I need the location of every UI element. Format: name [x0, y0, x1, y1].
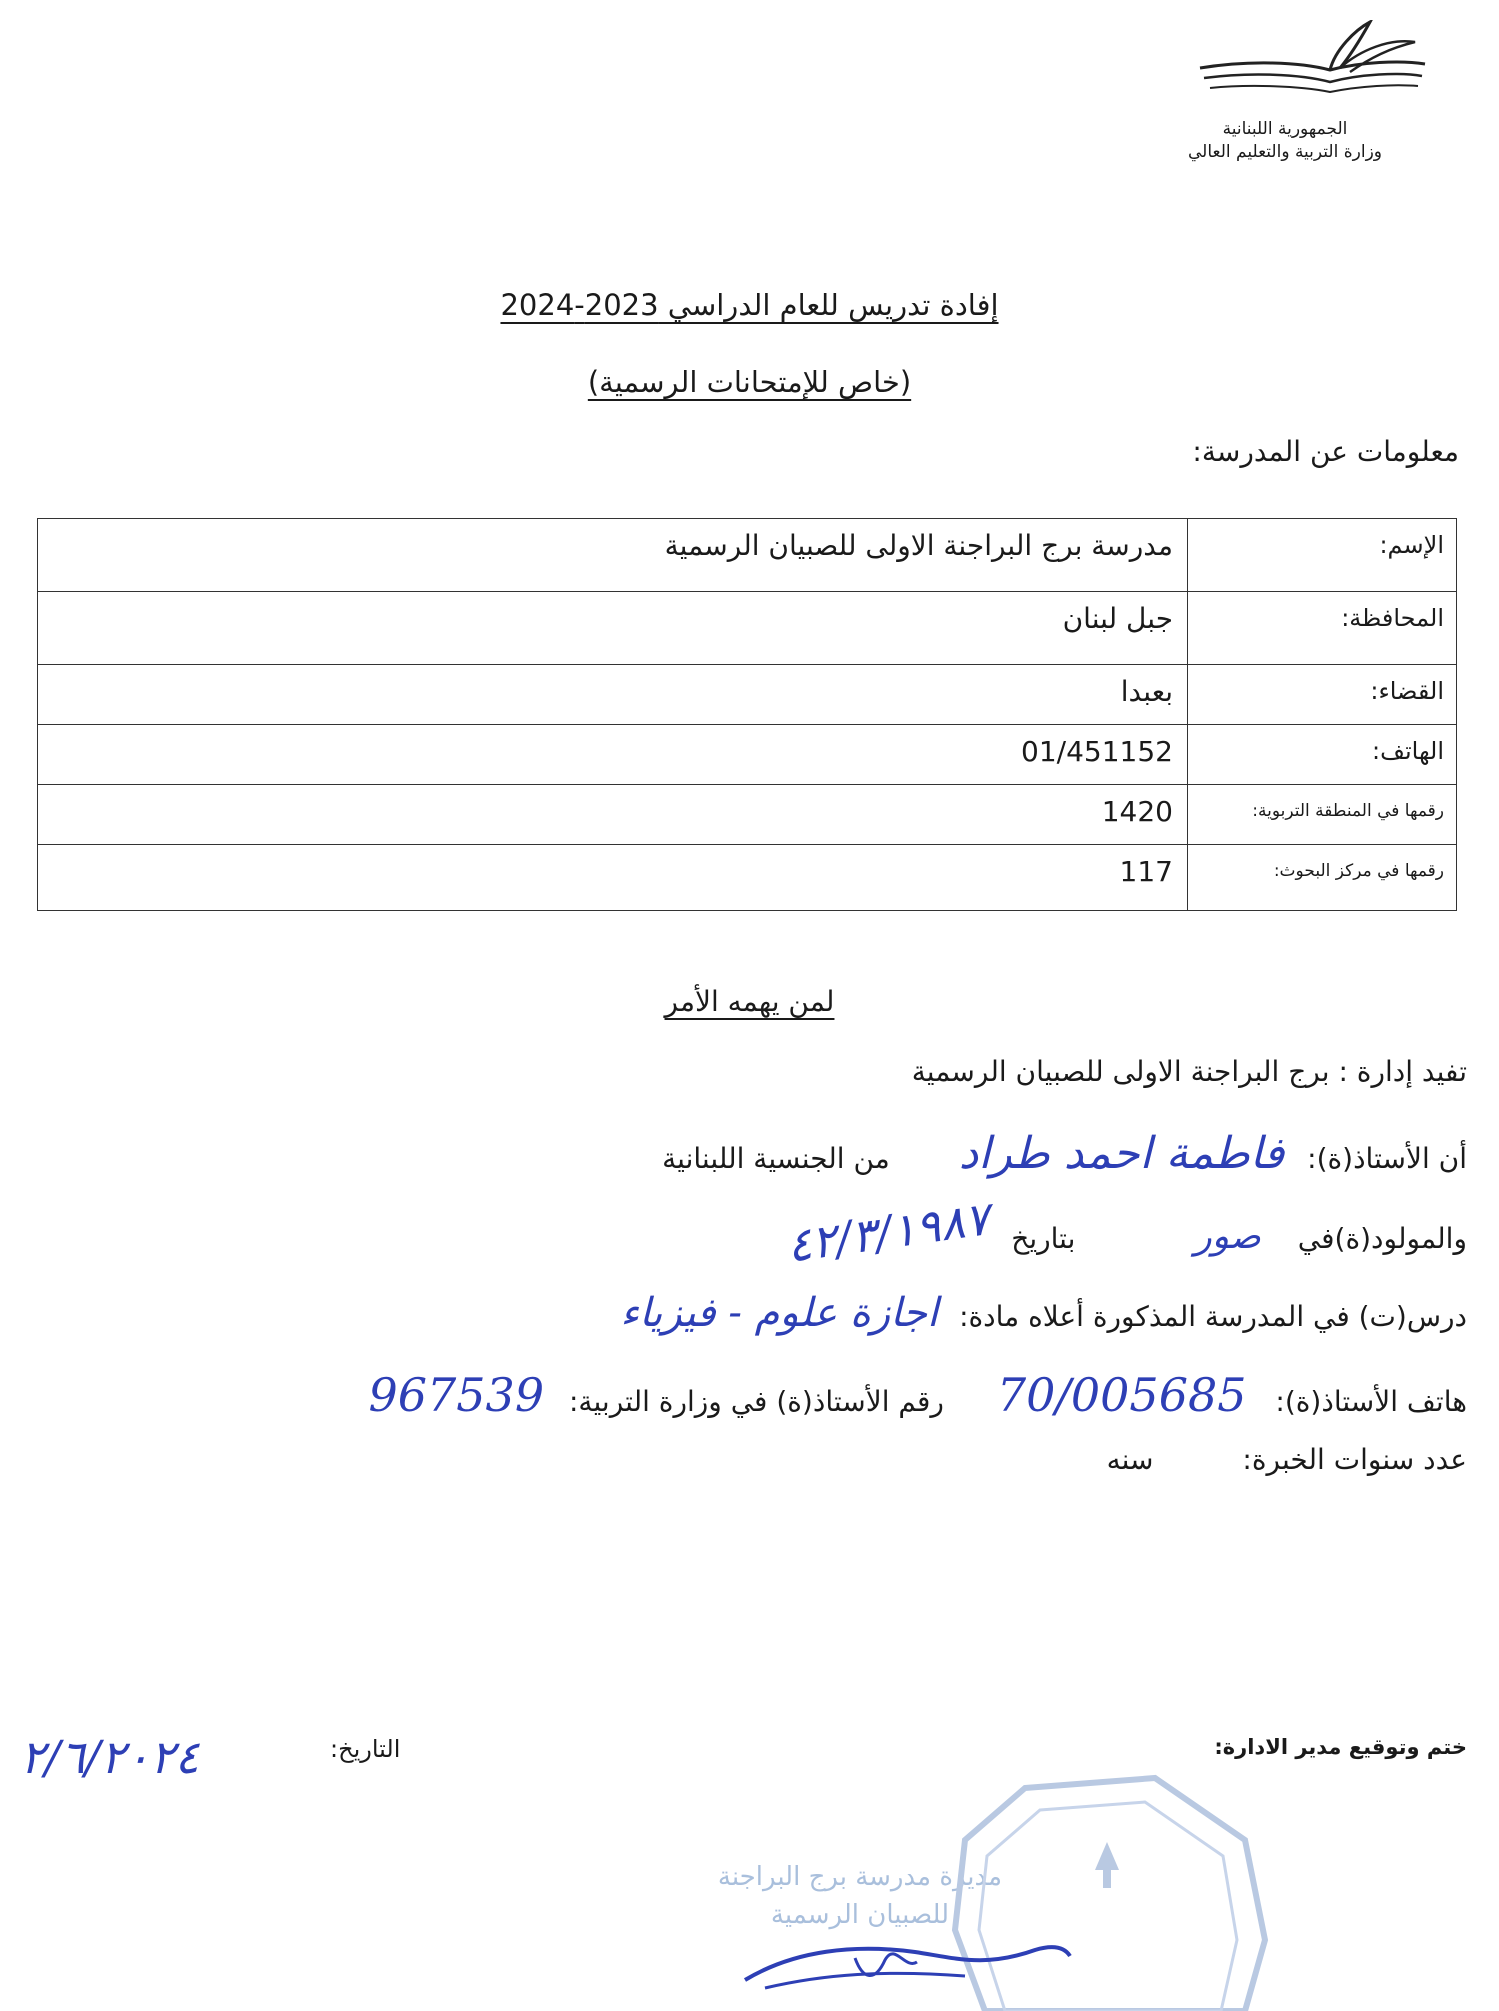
taught-label: درس(ت) في المدرسة المذكورة أعلاه مادة: — [959, 1300, 1467, 1333]
table-row — [38, 519, 1457, 592]
table-row — [38, 665, 1457, 725]
ministry-name: وزارة التربية والتعليم العالي — [1187, 142, 1382, 162]
governorate-label: المحافظة: — [1188, 592, 1457, 665]
document-title: إفادة تدريس للعام الدراسي 2023-2024 — [500, 288, 999, 322]
ministry-book-logo — [1190, 20, 1430, 115]
teacher-line — [662, 1128, 1467, 1179]
research-center-number-label: رقمها في مركز البحوث: — [1188, 845, 1457, 911]
stamp-text-line1: مديرة مدرسة برج البراجنة — [717, 1862, 1003, 1892]
teacher-phone: 70/005685 — [996, 1368, 1247, 1422]
name-label: الإسم: — [1188, 519, 1457, 592]
phone-line — [368, 1368, 1467, 1422]
republic-name: الجمهورية اللبنانية — [1222, 119, 1348, 139]
document-subtitle: (خاص للإمتحانات الرسمية) — [587, 365, 912, 399]
teacher-label: أن الأستاذ(ة): — [1307, 1142, 1467, 1175]
birth-line — [783, 1191, 1467, 1273]
born-label: والمولود(ة)في — [1297, 1222, 1467, 1255]
phone-value: 01/451152 — [38, 725, 1188, 785]
phone-label: الهاتف: — [1188, 725, 1457, 785]
administration-line: تفيد إدارة : برج البراجنة الاولى للصبيان الرسمية — [911, 1055, 1467, 1088]
experience-label: عدد سنوات الخبرة: — [1242, 1443, 1467, 1476]
experience-line — [1107, 1443, 1467, 1476]
table-row — [38, 785, 1457, 845]
date-label: التاريخ: — [330, 1735, 401, 1763]
research-center-number-value: 117 — [38, 845, 1188, 911]
table-row — [38, 725, 1457, 785]
district-label: القضاء: — [1188, 665, 1457, 725]
school-info-label: معلومات عن المدرسة: — [1192, 435, 1459, 468]
subject-line — [620, 1290, 1467, 1336]
birthdate-label: بتاريخ — [1011, 1222, 1076, 1255]
birthdate: ٤٢/٣/١٩٨٧ — [783, 1191, 994, 1273]
edu-region-number-value: 1420 — [38, 785, 1188, 845]
table-row — [38, 592, 1457, 665]
teacher-phone-label: هاتف الأستاذ(ة): — [1275, 1385, 1467, 1418]
director-signature — [735, 1930, 1075, 2005]
edu-region-number-label: رقمها في المنطقة التربوية: — [1188, 785, 1457, 845]
nationality-text: من الجنسية اللبنانية — [662, 1142, 890, 1175]
district-value: بعبدا — [38, 665, 1188, 725]
birthplace: صور — [1194, 1216, 1261, 1257]
experience-unit: سنه — [1106, 1443, 1154, 1476]
school-info-table — [37, 518, 1457, 911]
to-whom-heading: لمن يهمه الأمر — [664, 985, 835, 1018]
date-value: ٢/٦/٢٠٢٤ — [20, 1730, 200, 1784]
ministry-number-label: رقم الأستاذ(ة) في وزارة التربية: — [569, 1385, 944, 1418]
ministry-number: 967539 — [368, 1368, 545, 1422]
teacher-name: فاطمة احمد طراد — [958, 1128, 1285, 1179]
governorate-value: جبل لبنان — [38, 592, 1188, 665]
subject: اجازة علوم - فيزياء — [620, 1290, 939, 1336]
signature-label: ختم وتوقيع مدير الادارة: — [1214, 1735, 1467, 1759]
table-row — [38, 845, 1457, 911]
name-value: مدرسة برج البراجنة الاولى للصبيان الرسمية — [38, 519, 1188, 592]
stamp-text-line2: للصبيان الرسمية — [770, 1900, 950, 1930]
